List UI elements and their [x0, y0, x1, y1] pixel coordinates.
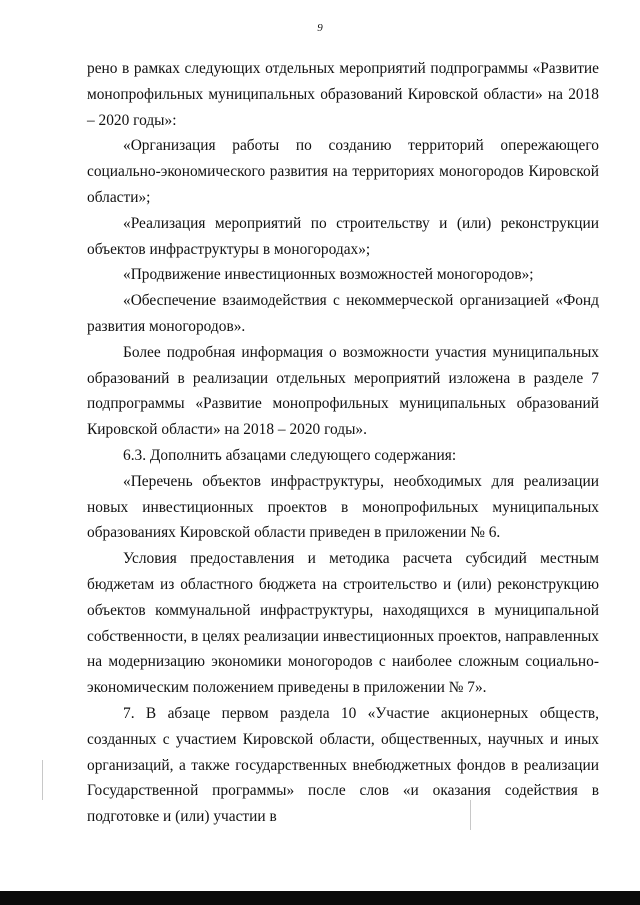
- paragraph: Более подробная информация о возможности участия муниципальных образований в реализации отдельных мероприятий изложена в разделе 7 подпрограммы «Развитие монопрофильных муниципальных образований Кировской области» на 2018 – 2020 годы».: [87, 343, 599, 439]
- paragraph: 7. В абзаце первом раздела 10 «Участие акционерных обществ, созданных с участием Кировской области, общественных, научных и иных организаций, а также государственных внебюджетных фондов в реализации Государственной программы» после слов «и оказания содействия в подготовке и (или) участии в: [87, 704, 599, 826]
- page-number: 9: [317, 22, 323, 34]
- document-body: [87, 56, 599, 830]
- paragraph: «Обеспечение взаимодействия с некоммерческой организацией «Фонд развития моногородов».: [87, 292, 599, 335]
- scan-bottom-edge: [0, 891, 640, 905]
- scan-artifact-line: [42, 760, 43, 800]
- paragraph: «Реализация мероприятий по строительству и (или) реконструкции объектов инфраструктуры в моногородах»;: [87, 214, 599, 258]
- paragraph: рено в рамках следующих отдельных мероприятий подпрограммы «Развитие монопрофильных муниципальных образований Кировской области» на 2018 – 2020 годы»:: [87, 60, 599, 129]
- paragraph: «Продвижение инвестиционных возможностей моногородов»;: [123, 266, 534, 284]
- paragraph: Условия предоставления и методика расчета субсидий местным бюджетам из областного бюджета на строительство и (или) реконструкцию объектов коммунальной инфраструктуры, находящихся в муниципальной собственности, в целях реализации инвестиционных проектов, направленных на модернизацию экономики моногородов с наиболее сложным социально-экономическим положением приведены в приложении № 7».: [87, 550, 599, 697]
- scan-artifact-line: [470, 800, 471, 830]
- paragraph: «Организация работы по созданию территорий опережающего социально-экономического развития на территориях моногородов Кировской области»;: [87, 137, 599, 206]
- paragraph: «Перечень объектов инфраструктуры, необходимых для реализации новых инвестиционных проектов в монопрофильных муниципальных образованиях Кировской области приведен в приложении № 6.: [87, 472, 599, 542]
- paragraph: 6.3. Дополнить абзацами следующего содержания:: [123, 446, 457, 464]
